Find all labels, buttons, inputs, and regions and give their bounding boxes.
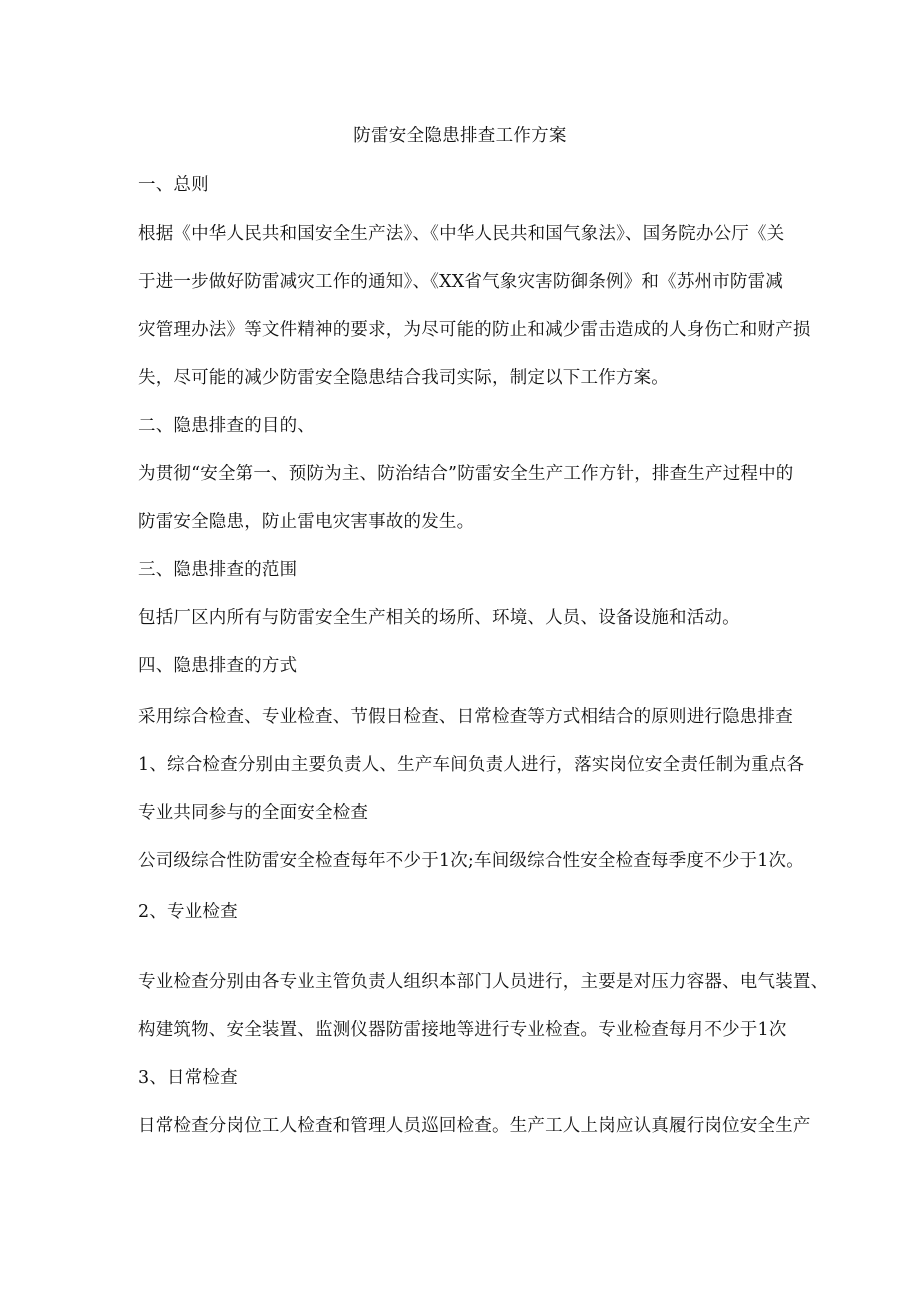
- subsection-heading-daily: 3、日常检查: [138, 1068, 238, 1088]
- paragraph-line: 包括厂区内所有与防雷安全生产相关的场所、环境、人员、设备设施和活动。: [138, 608, 740, 628]
- paragraph-line: 灾管理办法》等文件精神的要求，为尽可能的防止和减少雷击造成的人身伤亡和财产损: [138, 320, 811, 340]
- paragraph-line: 根据《中华人民共和国安全生产法》、《中华人民共和国气象法》、国务院办公厅《关: [138, 224, 785, 244]
- paragraph-line: 失，尽可能的减少防雷安全隐患结合我司实际，制定以下工作方案。: [138, 368, 669, 388]
- paragraph-line: 日常检查分岗位工人检查和管理人员巡回检查。生产工人上岗应认真履行岗位安全生产: [138, 1116, 811, 1136]
- section-heading-method: 四、隐患排查的方式: [138, 656, 298, 676]
- section-heading-scope: 三、隐患排查的范围: [138, 560, 298, 580]
- paragraph-line: 防雷安全隐患，防止雷电灾害事故的发生。: [138, 512, 475, 532]
- subsection-heading-professional: 2、专业检查: [138, 902, 238, 922]
- paragraph-line: 专业检查分别由各专业主管负责人组织本部门人员进行，主要是对压力容器、电气装置、: [138, 972, 829, 992]
- section-heading-purpose: 二、隐患排查的目的、: [138, 416, 315, 436]
- document-title: 防雷安全隐患排查工作方案: [353, 126, 567, 146]
- paragraph-line: 采用综合检查、专业检查、节假日检查、日常检查等方式相结合的原则进行隐患排查: [138, 707, 793, 727]
- paragraph-line: 为贯彻“安全第一、预防为主、防治结合”防雷安全生产工作方针，排查生产过程中的: [138, 464, 794, 484]
- paragraph-line: 于进一步做好防雷减灾工作的通知》、《XX省气象灾害防御条例》和《苏州市防雷减: [138, 272, 784, 292]
- paragraph-line: 公司级综合性防雷安全检查每年不少于1次;车间级综合性安全检查每季度不少于1次。: [138, 851, 804, 871]
- paragraph-line: 1、综合检查分别由主要负责人、生产车间负责人进行，落实岗位安全责任制为重点各: [138, 755, 805, 775]
- section-heading-general: 一、总则: [138, 175, 209, 195]
- paragraph-line: 构建筑物、安全装置、监测仪器防雷接地等进行专业检查。专业检查每月不少于1次: [138, 1020, 787, 1040]
- paragraph-line: 专业共同参与的全面安全检查: [138, 803, 369, 823]
